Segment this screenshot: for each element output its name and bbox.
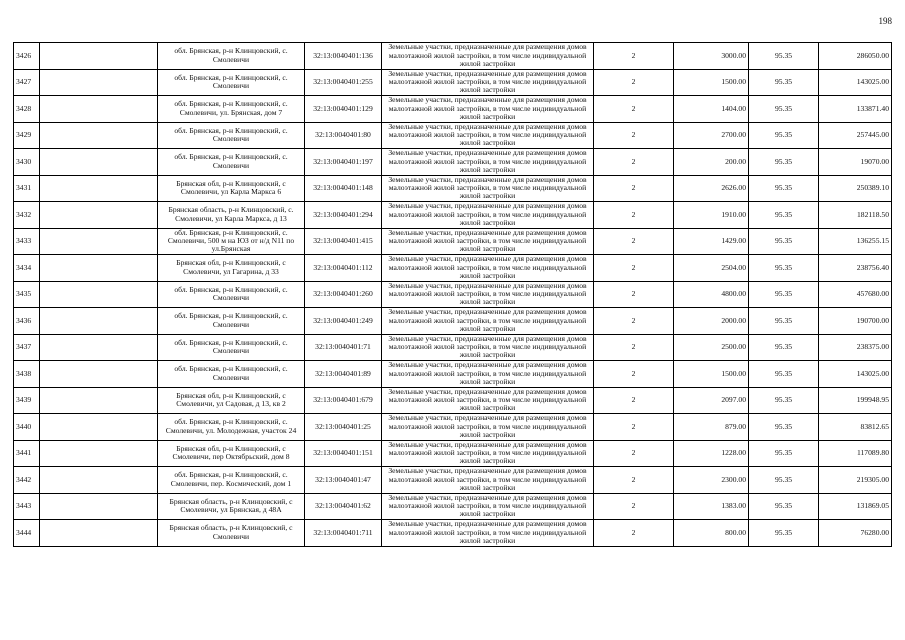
cadastral-number-cell: 32:13:0040401:62 [305,493,382,520]
address-cell: обл. Брянская, р-н Клинцовский, с. Смолевичи, ул. Молодежная, участок 24 [158,414,305,441]
category-cell: 2 [594,387,674,414]
cadastral-value-cell: 286050.00 [819,43,892,70]
row-number-cell: 3428 [14,96,40,123]
address-cell: обл. Брянская, р-н Клинцовский, с. Смолевичи [158,43,305,70]
address-cell: обл. Брянская, р-н Клинцовский, с. Смолевичи, ул. Брянская, дом 7 [158,96,305,123]
address-cell: Брянская область, р-н Клинцовский, с Смолевичи, ул Брянская, д 48А [158,493,305,520]
table-row [14,149,892,176]
address-cell: обл. Брянская, р-н Клинцовский, с. Смолевичи [158,361,305,388]
table-row [14,202,892,229]
rate-cell: 95.35 [749,467,819,494]
empty-cell [40,308,158,335]
cadastral-number-cell: 32:13:0040401:415 [305,228,382,255]
rate-cell: 95.35 [749,43,819,70]
cadastral-number-cell: 32:13:0040401:71 [305,334,382,361]
empty-cell [40,414,158,441]
address-cell: обл. Брянская, р-н Клинцовский, с. Смолевичи [158,122,305,149]
land-use-cell: Земельные участки, предназначенные для размещения домов малоэтажной жилой застройки, в том числе индивидуальной жилой застройки [382,520,594,547]
area-cell: 200.00 [674,149,749,176]
land-use-cell: Земельные участки, предназначенные для размещения домов малоэтажной жилой застройки, в том числе индивидуальной жилой застройки [382,202,594,229]
cadastral-number-cell: 32:13:0040401:260 [305,281,382,308]
empty-cell [40,493,158,520]
table-row [14,281,892,308]
empty-cell [40,520,158,547]
area-cell: 2300.00 [674,467,749,494]
category-cell: 2 [594,334,674,361]
empty-cell [40,228,158,255]
area-cell: 800.00 [674,520,749,547]
table-row [14,440,892,467]
land-use-cell: Земельные участки, предназначенные для размещения домов малоэтажной жилой застройки, в том числе индивидуальной жилой застройки [382,440,594,467]
rate-cell: 95.35 [749,281,819,308]
rate-cell: 95.35 [749,334,819,361]
cadastral-value-cell: 143025.00 [819,69,892,96]
category-cell: 2 [594,43,674,70]
area-cell: 2097.00 [674,387,749,414]
category-cell: 2 [594,467,674,494]
empty-cell [40,467,158,494]
land-use-cell: Земельные участки, предназначенные для размещения домов малоэтажной жилой застройки, в том числе индивидуальной жилой застройки [382,255,594,282]
row-number-cell: 3432 [14,202,40,229]
area-cell: 1910.00 [674,202,749,229]
table-row [14,414,892,441]
cadastral-number-cell: 32:13:0040401:255 [305,69,382,96]
cadastral-value-cell: 457680.00 [819,281,892,308]
page-number: 198 [878,16,892,26]
table-row [14,334,892,361]
area-cell: 2700.00 [674,122,749,149]
table-row [14,308,892,335]
cadastral-number-cell: 32:13:0040401:89 [305,361,382,388]
empty-cell [40,202,158,229]
land-use-cell: Земельные участки, предназначенные для размещения домов малоэтажной жилой застройки, в том числе индивидуальной жилой застройки [382,493,594,520]
table-row [14,467,892,494]
rate-cell: 95.35 [749,255,819,282]
address-cell: обл. Брянская, р-н Клинцовский, с. Смолевичи [158,281,305,308]
category-cell: 2 [594,440,674,467]
cadastral-number-cell: 32:13:0040401:112 [305,255,382,282]
address-cell: обл. Брянская, р-н Клинцовский, с. Смолевичи [158,334,305,361]
area-cell: 1500.00 [674,361,749,388]
rate-cell: 95.35 [749,493,819,520]
category-cell: 2 [594,149,674,176]
table-row [14,122,892,149]
category-cell: 2 [594,361,674,388]
rate-cell: 95.35 [749,414,819,441]
cadastral-number-cell: 32:13:0040401:151 [305,440,382,467]
cadastral-value-cell: 199948.95 [819,387,892,414]
address-cell: Брянская обл, р-н Клинцовский, с Смолевичи, ул Карла Маркса 6 [158,175,305,202]
cadastral-number-cell: 32:13:0040401:25 [305,414,382,441]
row-number-cell: 3429 [14,122,40,149]
row-number-cell: 3444 [14,520,40,547]
table-row [14,96,892,123]
row-number-cell: 3441 [14,440,40,467]
cadastral-value-cell: 238375.00 [819,334,892,361]
cadastral-number-cell: 32:13:0040401:679 [305,387,382,414]
cadastral-value-cell: 182118.50 [819,202,892,229]
cadastral-number-cell: 32:13:0040401:294 [305,202,382,229]
empty-cell [40,122,158,149]
area-cell: 879.00 [674,414,749,441]
land-use-cell: Земельные участки, предназначенные для размещения домов малоэтажной жилой застройки, в том числе индивидуальной жилой застройки [382,334,594,361]
table-row [14,493,892,520]
row-number-cell: 3435 [14,281,40,308]
row-number-cell: 3433 [14,228,40,255]
address-cell: Брянская область, р-н Клинцовский, с Смолевичи [158,520,305,547]
cadastral-number-cell: 32:13:0040401:47 [305,467,382,494]
rate-cell: 95.35 [749,308,819,335]
land-use-cell: Земельные участки, предназначенные для размещения домов малоэтажной жилой застройки, в том числе индивидуальной жилой застройки [382,414,594,441]
row-number-cell: 3438 [14,361,40,388]
address-cell: Брянская обл, р-н Клинцовский, с Смолевичи, ул Садовая, д 13, кв 2 [158,387,305,414]
cadastral-value-cell: 219305.00 [819,467,892,494]
cadastral-value-cell: 133871.40 [819,96,892,123]
area-cell: 3000.00 [674,43,749,70]
row-number-cell: 3427 [14,69,40,96]
land-use-cell: Земельные участки, предназначенные для размещения домов малоэтажной жилой застройки, в том числе индивидуальной жилой застройки [382,43,594,70]
category-cell: 2 [594,96,674,123]
land-use-cell: Земельные участки, предназначенные для размещения домов малоэтажной жилой застройки, в том числе индивидуальной жилой застройки [382,96,594,123]
land-use-cell: Земельные участки, предназначенные для размещения домов малоэтажной жилой застройки, в том числе индивидуальной жилой застройки [382,387,594,414]
address-cell: Брянская обл, р-н Клинцовский, с Смолевичи, пер Октябрьский, дом 8 [158,440,305,467]
row-number-cell: 3442 [14,467,40,494]
cadastral-value-cell: 143025.00 [819,361,892,388]
cadastral-value-cell: 76280.00 [819,520,892,547]
cadastral-value-cell: 83812.65 [819,414,892,441]
row-number-cell: 3440 [14,414,40,441]
cadastral-number-cell: 32:13:0040401:249 [305,308,382,335]
table-row [14,228,892,255]
area-cell: 4800.00 [674,281,749,308]
cadastral-number-cell: 32:13:0040401:197 [305,149,382,176]
rate-cell: 95.35 [749,96,819,123]
cadastral-value-cell: 136255.15 [819,228,892,255]
land-use-cell: Земельные участки, предназначенные для размещения домов малоэтажной жилой застройки, в том числе индивидуальной жилой застройки [382,361,594,388]
area-cell: 1429.00 [674,228,749,255]
table-row [14,387,892,414]
empty-cell [40,387,158,414]
empty-cell [40,440,158,467]
row-number-cell: 3437 [14,334,40,361]
category-cell: 2 [594,69,674,96]
table-row [14,255,892,282]
rate-cell: 95.35 [749,440,819,467]
land-use-cell: Земельные участки, предназначенные для размещения домов малоэтажной жилой застройки, в том числе индивидуальной жилой застройки [382,467,594,494]
area-cell: 2504.00 [674,255,749,282]
category-cell: 2 [594,228,674,255]
category-cell: 2 [594,520,674,547]
row-number-cell: 3436 [14,308,40,335]
empty-cell [40,361,158,388]
category-cell: 2 [594,308,674,335]
area-cell: 1383.00 [674,493,749,520]
empty-cell [40,334,158,361]
cadastral-value-cell: 131869.05 [819,493,892,520]
table-row [14,175,892,202]
address-cell: обл. Брянская, р-н Клинцовский, с. Смолевичи [158,308,305,335]
address-cell: обл. Брянская, р-н Клинцовский, с. Смолевичи [158,149,305,176]
rate-cell: 95.35 [749,69,819,96]
table-row [14,361,892,388]
land-registry-table [13,42,892,547]
cadastral-value-cell: 250389.10 [819,175,892,202]
row-number-cell: 3431 [14,175,40,202]
address-cell: Брянская обл, р-н Клинцовский, с Смолевичи, ул Гагарина, д 33 [158,255,305,282]
row-number-cell: 3434 [14,255,40,282]
cadastral-value-cell: 257445.00 [819,122,892,149]
table-row [14,520,892,547]
rate-cell: 95.35 [749,387,819,414]
area-cell: 1228.00 [674,440,749,467]
rate-cell: 95.35 [749,175,819,202]
cadastral-value-cell: 19070.00 [819,149,892,176]
cadastral-number-cell: 32:13:0040401:711 [305,520,382,547]
land-use-cell: Земельные участки, предназначенные для размещения домов малоэтажной жилой застройки, в том числе индивидуальной жилой застройки [382,308,594,335]
category-cell: 2 [594,255,674,282]
rate-cell: 95.35 [749,149,819,176]
empty-cell [40,96,158,123]
cadastral-value-cell: 117089.80 [819,440,892,467]
land-use-cell: Земельные участки, предназначенные для размещения домов малоэтажной жилой застройки, в том числе индивидуальной жилой застройки [382,228,594,255]
land-use-cell: Земельные участки, предназначенные для размещения домов малоэтажной жилой застройки, в том числе индивидуальной жилой застройки [382,175,594,202]
area-cell: 2500.00 [674,334,749,361]
cadastral-number-cell: 32:13:0040401:129 [305,96,382,123]
rate-cell: 95.35 [749,361,819,388]
empty-cell [40,149,158,176]
row-number-cell: 3430 [14,149,40,176]
table-row [14,69,892,96]
category-cell: 2 [594,493,674,520]
area-cell: 1404.00 [674,96,749,123]
row-number-cell: 3439 [14,387,40,414]
land-use-cell: Земельные участки, предназначенные для размещения домов малоэтажной жилой застройки, в том числе индивидуальной жилой застройки [382,149,594,176]
land-use-cell: Земельные участки, предназначенные для размещения домов малоэтажной жилой застройки, в том числе индивидуальной жилой застройки [382,69,594,96]
land-use-cell: Земельные участки, предназначенные для размещения домов малоэтажной жилой застройки, в том числе индивидуальной жилой застройки [382,122,594,149]
area-cell: 2000.00 [674,308,749,335]
cadastral-number-cell: 32:13:0040401:80 [305,122,382,149]
address-cell: Брянская область, р-н Клинцовский, с. Смолевичи, ул Карла Маркса, д 13 [158,202,305,229]
address-cell: обл. Брянская, р-н Клинцовский, с. Смолевичи, пер. Космический, дом 1 [158,467,305,494]
row-number-cell: 3443 [14,493,40,520]
category-cell: 2 [594,175,674,202]
address-cell: обл. Брянская, р-н Клинцовский, с. Смолевичи [158,69,305,96]
cadastral-number-cell: 32:13:0040401:148 [305,175,382,202]
cadastral-value-cell: 238756.40 [819,255,892,282]
cadastral-value-cell: 190700.00 [819,308,892,335]
area-cell: 1500.00 [674,69,749,96]
empty-cell [40,255,158,282]
category-cell: 2 [594,281,674,308]
land-use-cell: Земельные участки, предназначенные для размещения домов малоэтажной жилой застройки, в том числе индивидуальной жилой застройки [382,281,594,308]
category-cell: 2 [594,202,674,229]
empty-cell [40,69,158,96]
rate-cell: 95.35 [749,122,819,149]
table-row [14,43,892,70]
rate-cell: 95.35 [749,520,819,547]
row-number-cell: 3426 [14,43,40,70]
empty-cell [40,175,158,202]
category-cell: 2 [594,122,674,149]
rate-cell: 95.35 [749,202,819,229]
address-cell: обл. Брянская, р-н Клинцовский, с. Смолевичи, 500 м на ЮЗ от н/д N11 по ул.Брянская [158,228,305,255]
empty-cell [40,281,158,308]
rate-cell: 95.35 [749,228,819,255]
empty-cell [40,43,158,70]
cadastral-number-cell: 32:13:0040401:136 [305,43,382,70]
area-cell: 2626.00 [674,175,749,202]
category-cell: 2 [594,414,674,441]
